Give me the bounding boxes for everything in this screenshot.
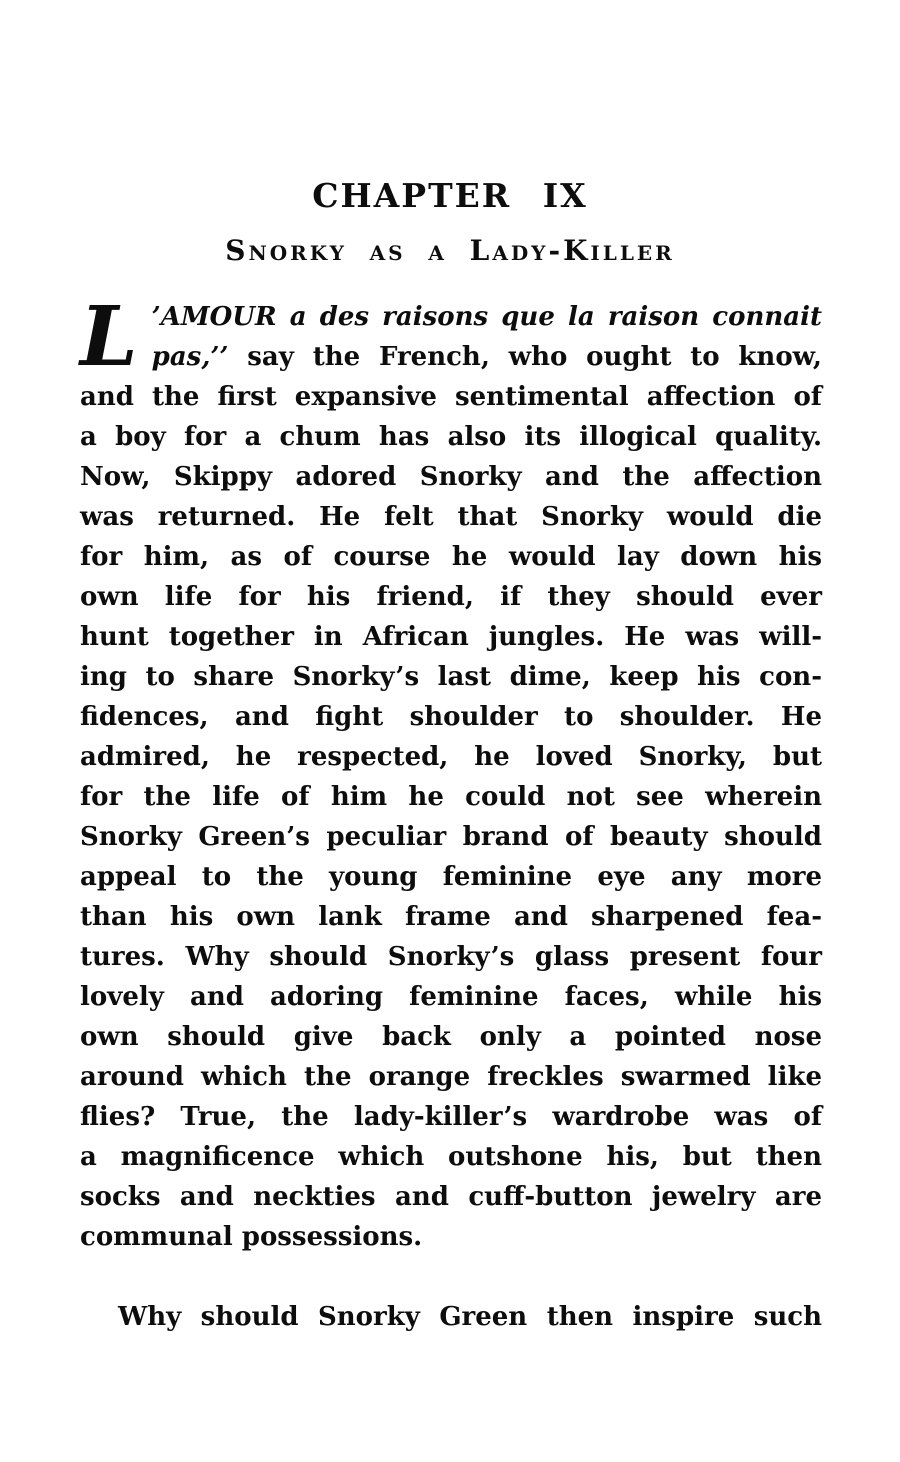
- chapter-subtitle: Snorky as a Lady-Killer: [225, 234, 675, 268]
- text-line: tures. Why should Snorky’s glass present four: [80, 942, 822, 973]
- drop-cap: L: [80, 289, 138, 386]
- opening-italic-segment: pas,’’: [151, 342, 229, 373]
- text-line: communal possessions.: [80, 1222, 423, 1253]
- text-line: own should give back only a pointed nose: [80, 1022, 822, 1053]
- text-line: around which the orange freckles swarmed like: [80, 1062, 822, 1093]
- text-line: Snorky Green’s peculiar brand of beauty should: [80, 822, 822, 853]
- opening-italic-segment: ’AMOUR a des raisons que la raison connait: [151, 302, 822, 333]
- text-line: and the first expansive sentimental affection of: [80, 382, 822, 413]
- text-line: ing to share Snorky’s last dime, keep his con-: [80, 662, 822, 693]
- text-line: [80, 337, 822, 377]
- second-paragraph: [80, 1297, 822, 1337]
- text-line: for him, as of course he would lay down his: [80, 542, 822, 573]
- text-line: Now, Skippy adored Snorky and the affection: [80, 462, 822, 493]
- text-line: fidences, and fight shoulder to shoulder. He: [80, 702, 822, 733]
- text-line: appeal to the young feminine eye any more: [80, 862, 822, 893]
- page-body: [80, 289, 822, 1337]
- text-line: hunt together in African jungles. He was will-: [80, 622, 822, 653]
- text-line: was returned. He felt that Snorky would die: [80, 502, 822, 533]
- text-line: a magnificence which outshone his, but then: [80, 1142, 822, 1173]
- text-line: [80, 297, 822, 337]
- chapter-heading: CHAPTER IX: [312, 176, 588, 215]
- opening-roman-segment: say the French, who ought to know,: [247, 342, 822, 373]
- text-line: Why should Snorky Green then inspire such: [118, 1302, 822, 1333]
- text-line: admired, he respected, he loved Snorky, but: [80, 742, 822, 773]
- opening-paragraph: [80, 289, 822, 1257]
- text-line: socks and neckties and cuff-button jewelry are: [80, 1182, 822, 1213]
- text-line: than his own lank frame and sharpened fea-: [80, 902, 822, 933]
- text-line: flies? True, the lady-killer’s wardrobe was of: [80, 1102, 822, 1133]
- text-line: own life for his friend, if they should ever: [80, 582, 822, 613]
- text-line: a boy for a chum has also its illogical quality.: [80, 422, 822, 453]
- text-line: for the life of him he could not see wherein: [80, 782, 822, 813]
- text-line: lovely and adoring feminine faces, while his: [80, 982, 822, 1013]
